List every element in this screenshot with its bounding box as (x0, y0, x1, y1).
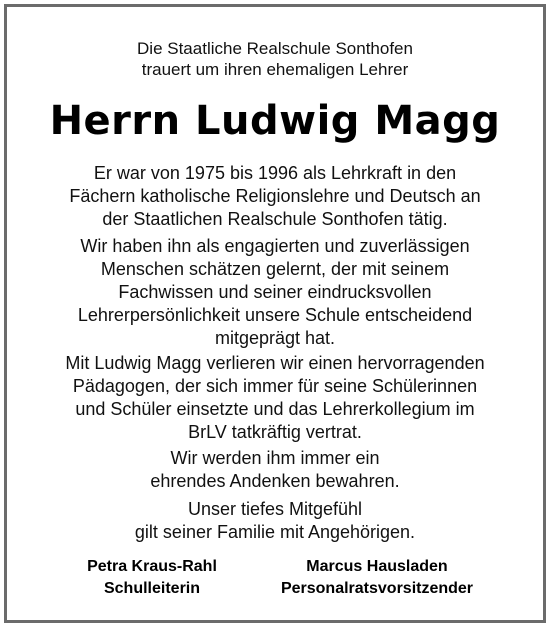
paragraph-career (7, 162, 543, 231)
text-line: und Schüler einsetzte und das Lehrerkollegium im (75, 398, 475, 419)
text-line: Er war von 1975 bis 1996 als Lehrkraft in den (93, 163, 457, 183)
text-line: ehrendes Andenken bewahren. (150, 470, 400, 491)
text-line: Fachwissen und seiner eindrucksvollen (118, 281, 432, 302)
signatory-name: Petra Kraus-Rahl (87, 558, 217, 575)
text-line: Mit Ludwig Magg verlieren wir einen hervorragenden (65, 353, 485, 373)
signatory-name: Marcus Hausladen (306, 558, 448, 575)
text-line: BrLV tatkräftig vertrat. (188, 421, 362, 442)
obituary-notice (4, 4, 546, 623)
paragraph-remembrance (7, 447, 543, 493)
paragraph-loss (7, 352, 543, 444)
text-line: Wir haben ihn als engagierten und zuverlässigen (80, 236, 470, 256)
text-line: der Staatlichen Realschule Sonthofen tätig. (102, 208, 448, 229)
intro-line-mourning: trauert um ihren ehemaligen Lehrer (141, 60, 409, 79)
text-line: Wir werden ihm immer ein (170, 448, 380, 468)
paragraph-condolence (7, 498, 543, 544)
intro-line-school: Die Staatliche Realschule Sonthofen (137, 39, 413, 58)
deceased-name: Herrn Ludwig Magg (49, 98, 501, 144)
text-line: Menschen schätzen gelernt, der mit seinem (100, 258, 450, 279)
signature-principal (62, 556, 242, 600)
text-line: gilt seiner Familie mit Angehörigen. (134, 521, 416, 542)
text-line: Unser tiefes Mitgefühl (187, 499, 363, 519)
text-line: Fächern katholische Religionslehre und Deutsch an (69, 185, 481, 206)
text-line: Lehrerpersönlichkeit unsere Schule entscheidend (77, 304, 473, 325)
signatory-role: Personalratsvorsitzender (280, 580, 474, 597)
paragraph-appreciation (7, 235, 543, 350)
signatory-role: Schulleiterin (103, 580, 201, 597)
signature-staff-council (257, 556, 497, 600)
text-line: mitgeprägt hat. (214, 327, 336, 348)
text-line: Pädagogen, der sich immer für seine Schülerinnen (72, 375, 478, 396)
